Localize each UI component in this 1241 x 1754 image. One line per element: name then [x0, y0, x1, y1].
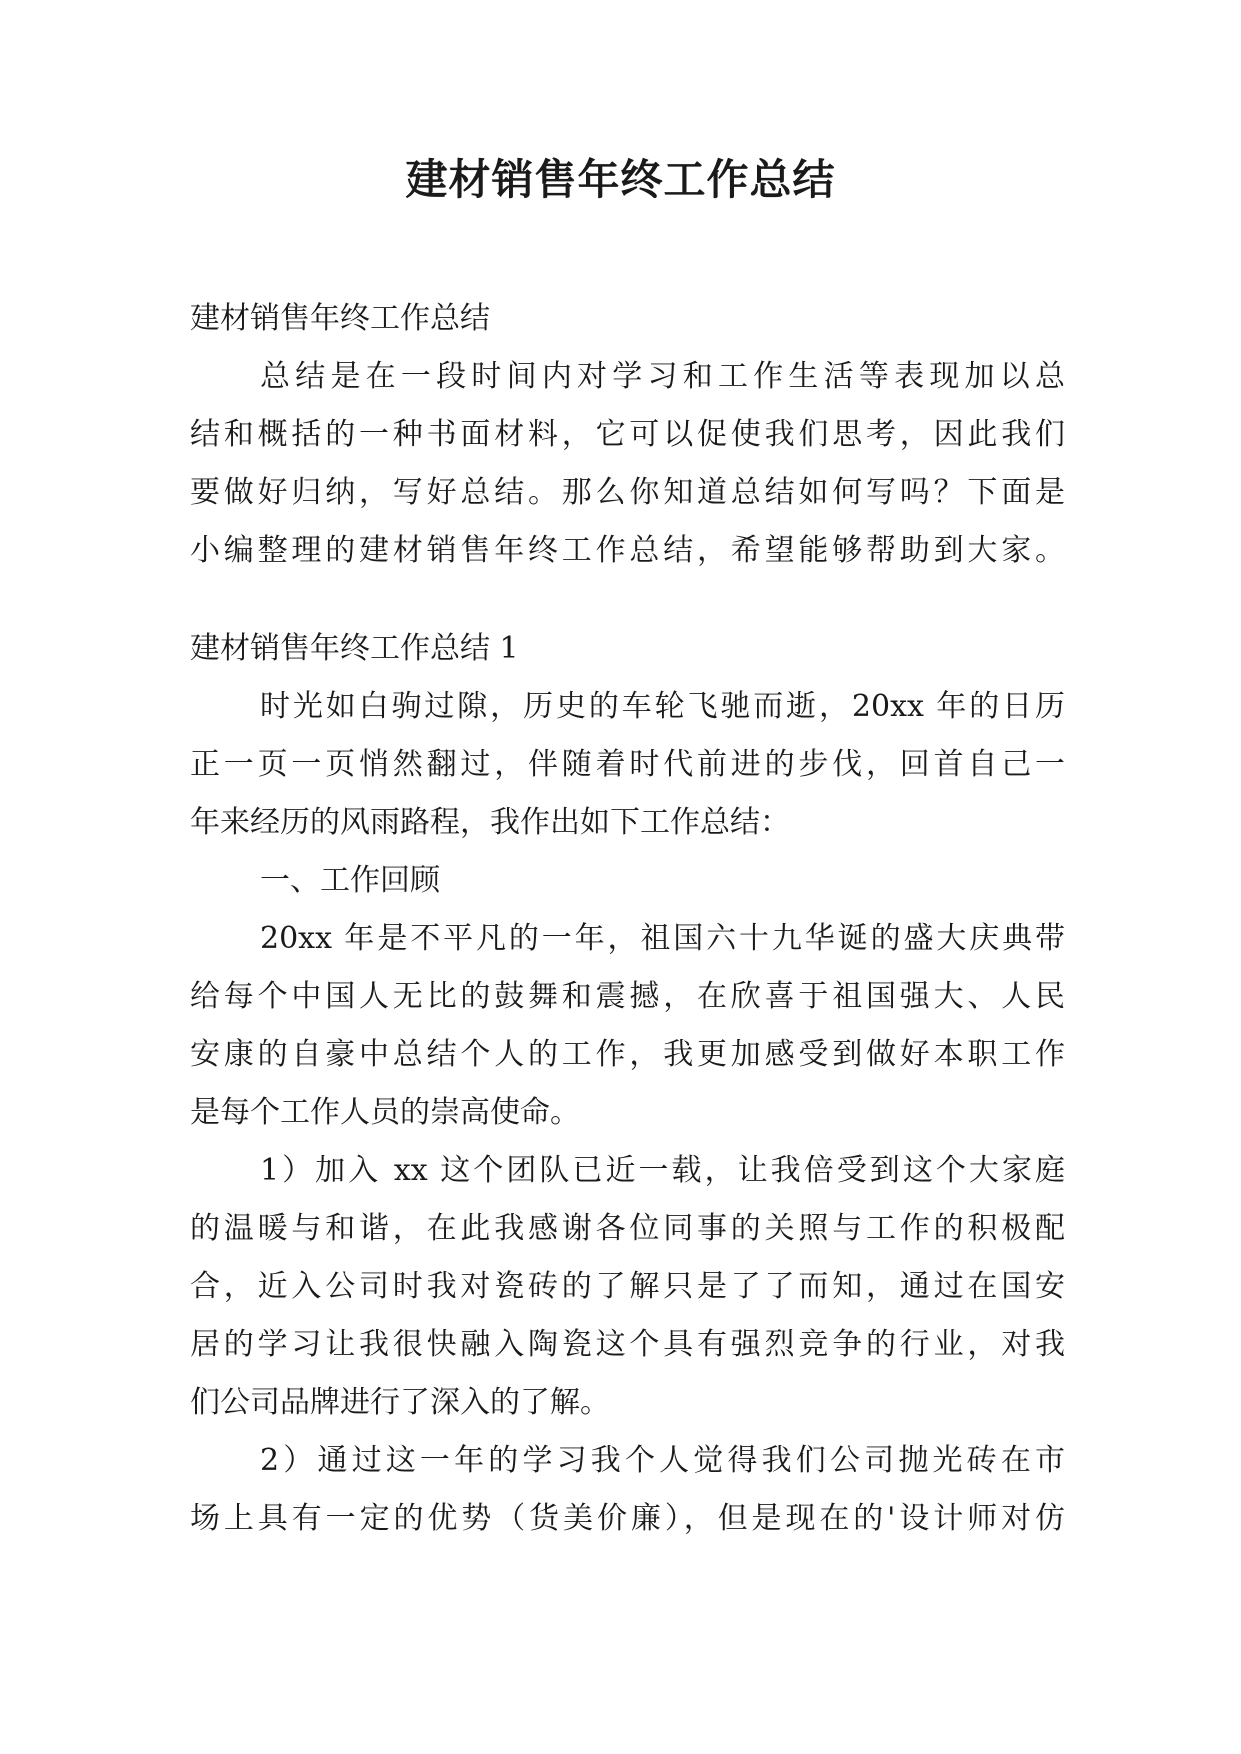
paragraph-line: 20xx 年是不平凡的一年，祖国六十九华诞的盛大庆典带 [260, 921, 1065, 956]
paragraph-line: 正一页一页悄然翻过，伴随着时代前进的步伐，回首自己一 [190, 747, 1065, 782]
intro-paragraph [190, 348, 1065, 580]
paragraph-line: 结和概括的一种书面材料，它可以促使我们思考，因此我们 [190, 417, 1065, 452]
paragraph [190, 1142, 1065, 1432]
paragraph-line: 居的学习让我很快融入陶瓷这个具有强烈竞争的行业，对我 [190, 1327, 1065, 1362]
paragraph [190, 910, 1065, 1142]
intro-heading: 建材销售年终工作总结 [190, 301, 490, 336]
paragraph-line: 要做好归纳，写好总结。那么你知道总结如何写吗？下面是 [190, 475, 1065, 510]
section-spacer [190, 580, 1065, 620]
paragraph [190, 678, 1065, 852]
paragraph-line: 的温暖与和谐，在此我感谢各位同事的关照与工作的积极配 [190, 1211, 1065, 1246]
paragraph-line: 1）加入 xx 这个团队已近一载，让我倍受到这个大家庭 [260, 1153, 1065, 1188]
section-heading: 建材销售年终工作总结 1 [190, 631, 519, 666]
document-title: 建材销售年终工作总结 [405, 155, 836, 204]
document-body [190, 290, 1065, 1548]
paragraph-line: 们公司品牌进行了深入的了解。 [190, 1385, 610, 1420]
paragraph-line: 年来经历的风雨路程，我作出如下工作总结： [190, 805, 790, 840]
subheading: 一、工作回顾 [260, 863, 440, 898]
paragraph-line: 小编整理的建材销售年终工作总结，希望能够帮助到大家。 [190, 533, 1065, 568]
paragraph-line: 场上具有一定的优势（货美价廉），但是现在的'设计师对仿 [190, 1501, 1065, 1536]
paragraph-line: 时光如白驹过隙，历史的车轮飞驰而逝，20xx 年的日历 [260, 689, 1065, 724]
paragraph-line: 给每个中国人无比的鼓舞和震撼，在欣喜于祖国强大、人民 [190, 979, 1065, 1014]
paragraph-line: 2）通过这一年的学习我个人觉得我们公司抛光砖在市 [260, 1443, 1065, 1478]
paragraph-line: 安康的自豪中总结个人的工作，我更加感受到做好本职工作 [190, 1037, 1065, 1072]
paragraph-line: 总结是在一段时间内对学习和工作生活等表现加以总 [260, 359, 1065, 394]
paragraph-line: 是每个工作人员的崇高使命。 [190, 1095, 580, 1130]
paragraph [190, 1432, 1065, 1548]
paragraph-line: 合，近入公司时我对瓷砖的了解只是了了而知，通过在国安 [190, 1269, 1065, 1304]
